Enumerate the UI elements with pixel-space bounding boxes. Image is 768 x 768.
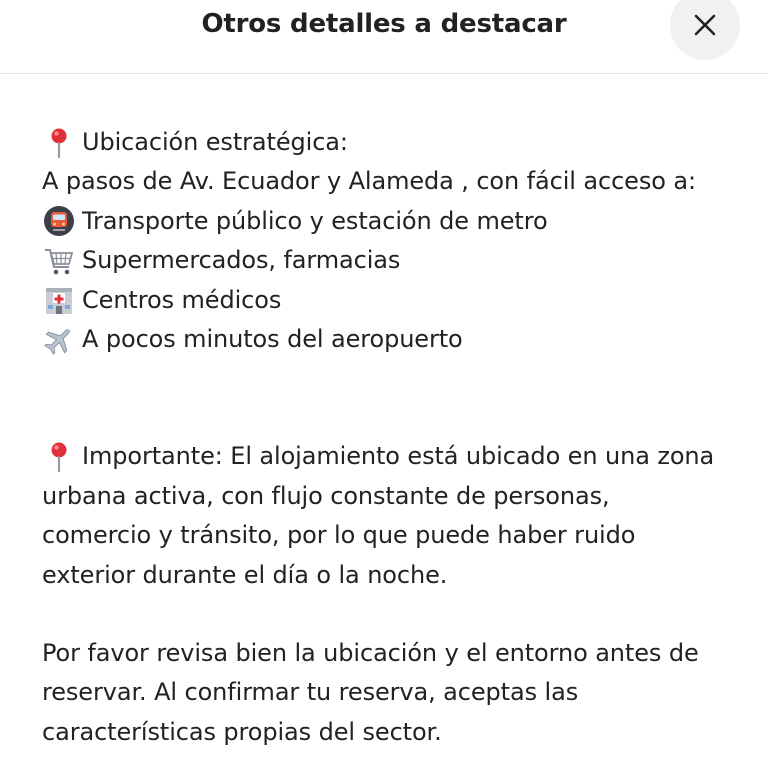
important-text: Importante: El alojamiento está ubicado en una zona	[82, 442, 715, 471]
pin-icon	[42, 126, 75, 159]
list-item-metro	[42, 202, 742, 241]
important-line-3: comercio y tránsito, por lo que puede haber ruido	[42, 521, 636, 550]
important-line-2: urbana activa, con flujo constante de personas,	[42, 481, 610, 510]
close-icon	[693, 13, 717, 37]
airplane-icon	[42, 323, 75, 356]
cart-icon	[42, 244, 75, 277]
details-content	[42, 123, 742, 752]
location-intro: A pasos de Av. Ecuador y Alameda , con fácil acceso a:	[42, 167, 696, 196]
notice-line-1: Por favor revisa bien la ubicación y el entorno antes de	[42, 638, 699, 667]
list-item-airport	[42, 320, 742, 359]
location-heading-text: Ubicación estratégica:	[82, 128, 348, 156]
list-item-medical	[42, 281, 742, 320]
list-item-label: A pocos minutos del aeropuerto	[82, 324, 463, 353]
sheet-header	[0, 0, 768, 74]
location-heading	[42, 123, 742, 162]
list-item-supermarket	[42, 241, 742, 280]
metro-icon	[42, 205, 75, 238]
pin-icon	[42, 441, 75, 474]
close-button[interactable]	[670, 0, 740, 60]
list-item-label: Transporte público y estación de metro	[82, 206, 548, 235]
list-item-label: Centros médicos	[82, 285, 282, 314]
sheet-title: Otros detalles a destacar	[201, 9, 567, 39]
important-line-4: exterior durante el día o la noche.	[42, 560, 448, 589]
list-item-label: Supermercados, farmacias	[82, 246, 401, 275]
notice-line-3: características propias del sector.	[42, 717, 442, 746]
important-line-1	[42, 437, 742, 476]
hospital-icon	[42, 284, 75, 317]
notice-line-2: reservar. Al confirmar tu reserva, aceptas las	[42, 678, 579, 707]
